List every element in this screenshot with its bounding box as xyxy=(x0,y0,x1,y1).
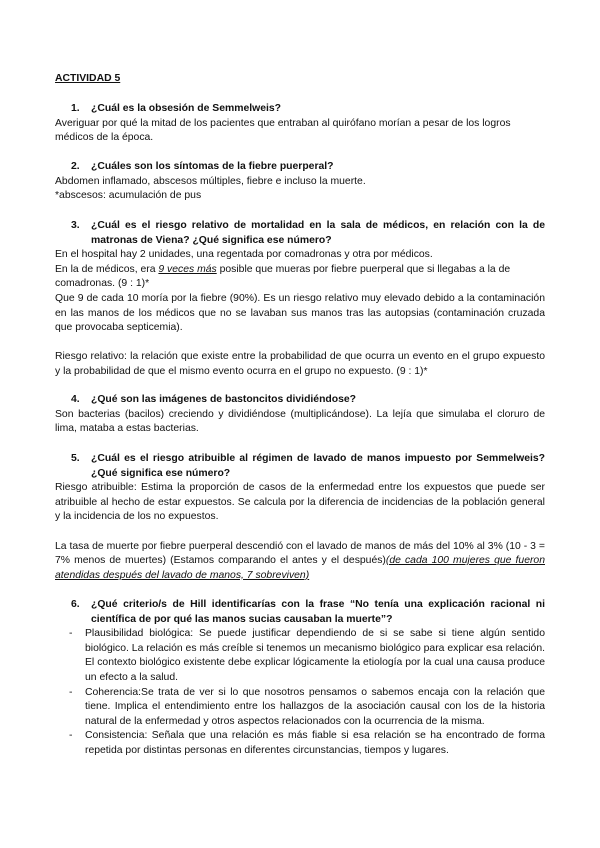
answer-line: En el hospital hay 2 unidades, una regentada por comadronas y otra por médicos. xyxy=(55,249,433,261)
emphasis-text: (de cada 100 mujeres que fueron atendidas después del lavado de manos, 7 sobreviven) xyxy=(55,555,545,581)
question-5 xyxy=(55,452,545,583)
question-number: 2. xyxy=(71,161,80,172)
question-4-heading xyxy=(55,393,545,408)
answer-text: Abdomen inflamado, abscesos múltiples, fiebre e incluso la muerte. xyxy=(55,175,366,187)
emphasis-text: 9 veces más xyxy=(158,263,217,275)
question-2-heading xyxy=(55,160,545,175)
question-text: ¿Cuál es el riesgo atribuible al régimen de lavado de manos impuesto por Semmelweis? ¿Qué significa ese número? xyxy=(91,453,545,479)
question-1-heading xyxy=(55,102,545,117)
question-text: ¿Cuál es el riesgo relativo de mortalidad en la sala de médicos, en relación con la de matronas de Viena? ¿Qué significa ese número? xyxy=(91,220,545,246)
question-text: ¿Qué criterio/s de Hill identificarías con la frase “No tenía una explicación racional ni científica de por qué las manos sucias causaban la muerte”? xyxy=(91,599,545,625)
answer-line: Que 9 de cada 10 moría por la fiebre (90%). Es un riesgo relativo muy elevado debido a la contaminación en las manos de los médicos que no se lavaban sus manos tras las autopsias (contaminación cruzada que provocaba septicemia). xyxy=(55,292,545,334)
question-3-heading xyxy=(55,219,545,248)
question-number: 6. xyxy=(71,599,80,610)
list-item-text: Coherencia:Se trata de ver si lo que nosotros pensamos o sabemos encaja con la relación que tiene. Implica el entendimiento entre los hallazgos de la asociación causal con los de la historia natural de la enfermedad y otros aspectos relacionados con la ocurrencia de la misma. xyxy=(85,686,545,727)
answer-body: La tasa de muerte por fiebre puerperal descendió con el lavado de manos de más del 10% al 3% (10 - 3 = 7% menos de muertes) (Estamos comparando el antes y el después) xyxy=(55,540,545,567)
footnote-text: *abscesos: acumulación de pus xyxy=(55,190,202,202)
question-5-heading xyxy=(55,452,545,481)
list-item xyxy=(55,627,545,685)
question-number: 1. xyxy=(71,103,80,114)
list-item xyxy=(55,729,545,758)
definition-text: Riesgo relativo: la relación que existe entre la probabilidad de que ocurra un evento en el grupo expuesto y la probabilidad de que el mismo evento ocurra en el grupo no expuesto. (9 : 1)* xyxy=(55,351,545,377)
list-item-text: Plausibilidad biológica: Se puede justificar dependiendo de si se sabe si tiene algún sentido biológico. La relación es más creíble si tenemos un mecanismo biológico para explicar esa relación. El contexto biológico existente debe explicar lógicamente la etiología por la cual una causa produce un efecto a la salud. xyxy=(85,628,545,683)
question-4 xyxy=(55,393,545,437)
question-text: ¿Cuáles son los síntomas de la fiebre puerperal? xyxy=(91,161,334,172)
list-item-text: Consistencia: Señala que una relación es más fiable si esa relación se ha encontrado de forma repetida por distintas personas en diferentes circunstancias, tiempos y lugares. xyxy=(85,730,545,756)
question-text: ¿Qué son las imágenes de bastoncitos dividiéndose? xyxy=(91,394,357,405)
question-text: ¿Cuál es la obsesión de Semmelweis? xyxy=(91,103,281,114)
answer-text: posible que mueras por fiebre puerperal que si llegabas a la de comadronas. (9 : 1)* xyxy=(55,263,511,290)
answer-text: Son bacterias (bacilos) creciendo y dividiéndose (multiplicándose). La lejía que simulaba el cloruro de lima, mataba a estas bacterias. xyxy=(55,408,545,435)
list-item xyxy=(55,686,545,730)
question-6 xyxy=(55,598,545,759)
answer-line xyxy=(55,263,545,292)
definition-text: Riesgo atribuible: Estima la proporción de casos de la enfermedad entre los expuestos que puede ser atribuible al hecho de estar expuestos. Se calcula por la diferencia de incidencias de la población general y la incidencia de los no expuestos. xyxy=(55,482,545,523)
answer-text: En la de médicos, era xyxy=(55,263,159,275)
bullet-dash: - xyxy=(69,730,73,742)
question-number: 5. xyxy=(71,453,80,464)
bullet-dash: - xyxy=(69,628,73,640)
question-3 xyxy=(55,219,545,380)
question-1 xyxy=(55,102,545,146)
question-number: 4. xyxy=(71,394,80,405)
answer-text xyxy=(55,540,545,584)
answer-text: Averiguar por qué la mitad de los pacientes que entraban al quirófano morían a pesar de los logros médicos de la época. xyxy=(55,117,511,144)
page-title: ACTIVIDAD 5 xyxy=(55,73,121,84)
criteria-list xyxy=(55,627,545,758)
bullet-dash: - xyxy=(69,686,73,698)
question-2 xyxy=(55,160,545,204)
question-6-heading xyxy=(55,598,545,627)
question-number: 3. xyxy=(71,220,80,231)
